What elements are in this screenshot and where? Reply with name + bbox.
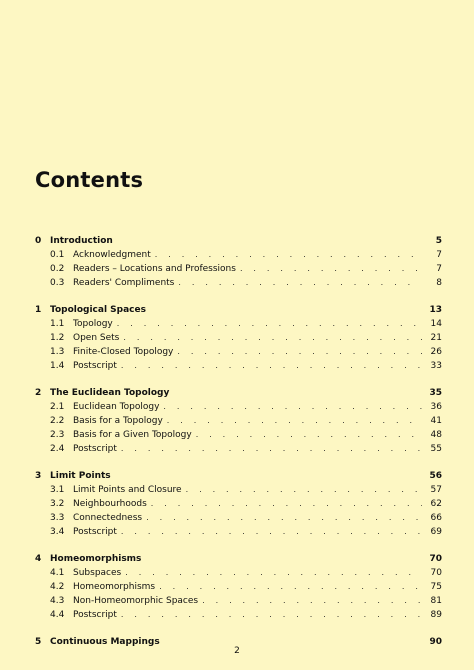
dot-leader bbox=[123, 331, 422, 345]
dot-leader bbox=[159, 580, 422, 594]
toc-chapter bbox=[35, 386, 442, 456]
dot-leader bbox=[117, 317, 422, 331]
dot-leader bbox=[186, 483, 422, 497]
section-page: 48 bbox=[430, 430, 442, 440]
section-page: 21 bbox=[430, 333, 442, 343]
section-page: 33 bbox=[430, 361, 442, 371]
chapter-title: The Euclidean Topology bbox=[50, 388, 170, 398]
section-page: 69 bbox=[430, 527, 442, 537]
toc-section-entry[interactable] bbox=[35, 262, 442, 276]
toc-chapter-entry[interactable] bbox=[35, 469, 442, 483]
toc-section-entry[interactable] bbox=[35, 331, 442, 345]
chapter-page: 70 bbox=[429, 554, 442, 564]
section-number: 4.4 bbox=[50, 610, 65, 620]
section-title: Basis for a Topology bbox=[73, 416, 163, 426]
section-number: 3.3 bbox=[50, 513, 65, 523]
section-title: Acknowledgment bbox=[73, 250, 151, 260]
chapter-title: Homeomorphisms bbox=[50, 554, 142, 564]
section-page: 14 bbox=[430, 319, 442, 329]
dot-leader bbox=[125, 566, 422, 580]
dot-leader bbox=[155, 248, 422, 262]
dot-leader bbox=[121, 359, 422, 373]
section-number: 1.3 bbox=[50, 347, 65, 357]
chapter-title: Limit Points bbox=[50, 471, 111, 481]
chapter-page: 13 bbox=[429, 305, 442, 315]
chapter-page: 90 bbox=[429, 637, 442, 647]
section-title: Postscript bbox=[73, 527, 117, 537]
section-title: Connectedness bbox=[73, 513, 143, 523]
table-of-contents bbox=[35, 234, 442, 662]
chapter-page: 5 bbox=[435, 236, 442, 246]
section-number: 2.4 bbox=[50, 444, 65, 454]
section-title: Non-Homeomorphic Spaces bbox=[73, 596, 199, 606]
section-number: 4.2 bbox=[50, 582, 65, 592]
section-number: 3.4 bbox=[50, 527, 65, 537]
section-title: Neighbourhoods bbox=[73, 499, 147, 509]
toc-chapter bbox=[35, 552, 442, 622]
section-page: 75 bbox=[430, 582, 442, 592]
toc-chapter-entry[interactable] bbox=[35, 234, 442, 248]
section-page: 7 bbox=[436, 250, 442, 260]
section-page: 70 bbox=[430, 568, 442, 578]
toc-section-entry[interactable] bbox=[35, 483, 442, 497]
section-page: 55 bbox=[430, 444, 442, 454]
chapter-number: 1 bbox=[35, 305, 42, 315]
dot-leader bbox=[121, 525, 422, 539]
dot-leader bbox=[196, 428, 422, 442]
chapter-title: Continuous Mappings bbox=[50, 637, 160, 647]
section-number: 0.2 bbox=[50, 264, 65, 274]
section-page: 62 bbox=[430, 499, 442, 509]
dot-leader bbox=[121, 442, 422, 456]
toc-chapter-entry[interactable] bbox=[35, 386, 442, 400]
section-title: Finite-Closed Topology bbox=[73, 347, 174, 357]
toc-section-entry[interactable] bbox=[35, 317, 442, 331]
section-page: 57 bbox=[430, 485, 442, 495]
section-title: Euclidean Topology bbox=[73, 402, 160, 412]
toc-chapter bbox=[35, 234, 442, 290]
toc-section-entry[interactable] bbox=[35, 525, 442, 539]
toc-section-entry[interactable] bbox=[35, 594, 442, 608]
toc-section-entry[interactable] bbox=[35, 511, 442, 525]
section-title: Basis for a Given Topology bbox=[73, 430, 192, 440]
page-number: 2 bbox=[234, 646, 240, 656]
section-number: 1.4 bbox=[50, 361, 65, 371]
toc-section-entry[interactable] bbox=[35, 608, 442, 622]
dot-leader bbox=[177, 345, 422, 359]
toc-section-entry[interactable] bbox=[35, 442, 442, 456]
section-page: 36 bbox=[430, 402, 442, 412]
section-title: Postscript bbox=[73, 610, 117, 620]
chapter-title: Introduction bbox=[50, 236, 113, 246]
section-number: 3.1 bbox=[50, 485, 65, 495]
section-number: 2.1 bbox=[50, 402, 65, 412]
section-page: 8 bbox=[436, 278, 442, 288]
chapter-page: 35 bbox=[429, 388, 442, 398]
section-title: Topology bbox=[73, 319, 113, 329]
chapter-number: 2 bbox=[35, 388, 42, 398]
dot-leader bbox=[240, 262, 422, 276]
toc-chapter-entry[interactable] bbox=[35, 552, 442, 566]
toc-section-entry[interactable] bbox=[35, 580, 442, 594]
toc-chapter-entry[interactable] bbox=[35, 303, 442, 317]
section-number: 4.3 bbox=[50, 596, 65, 606]
section-title: Open Sets bbox=[73, 333, 120, 343]
dot-leader bbox=[202, 594, 422, 608]
toc-section-entry[interactable] bbox=[35, 497, 442, 511]
page-title: Contents bbox=[35, 168, 144, 192]
toc-section-entry[interactable] bbox=[35, 400, 442, 414]
section-title: Postscript bbox=[73, 361, 117, 371]
section-number: 2.3 bbox=[50, 430, 65, 440]
toc-section-entry[interactable] bbox=[35, 276, 442, 290]
section-title: Subspaces bbox=[73, 568, 122, 578]
section-number: 3.2 bbox=[50, 499, 65, 509]
dot-leader bbox=[163, 400, 422, 414]
section-number: 1.1 bbox=[50, 319, 65, 329]
section-title: Readers – Locations and Professions bbox=[73, 264, 236, 274]
toc-chapter bbox=[35, 469, 442, 539]
toc-section-entry[interactable] bbox=[35, 414, 442, 428]
section-title: Readers' Compliments bbox=[73, 278, 175, 288]
chapter-number: 3 bbox=[35, 471, 42, 481]
section-page: 81 bbox=[430, 596, 442, 606]
toc-section-entry[interactable] bbox=[35, 566, 442, 580]
toc-section-entry[interactable] bbox=[35, 345, 442, 359]
chapter-page: 56 bbox=[429, 471, 442, 481]
chapter-number: 4 bbox=[35, 554, 42, 564]
section-page: 89 bbox=[430, 610, 442, 620]
toc-chapter bbox=[35, 303, 442, 373]
dot-leader bbox=[146, 511, 422, 525]
toc-section-entry[interactable] bbox=[35, 359, 442, 373]
section-number: 4.1 bbox=[50, 568, 65, 578]
chapter-title: Topological Spaces bbox=[50, 305, 146, 315]
section-title: Postscript bbox=[73, 444, 117, 454]
section-number: 1.2 bbox=[50, 333, 65, 343]
section-page: 26 bbox=[430, 347, 442, 357]
toc-section-entry[interactable] bbox=[35, 248, 442, 262]
section-page: 7 bbox=[436, 264, 442, 274]
section-title: Homeomorphisms bbox=[73, 582, 156, 592]
dot-leader bbox=[167, 414, 422, 428]
chapter-number: 5 bbox=[35, 637, 42, 647]
dot-leader bbox=[178, 276, 422, 290]
section-number: 0.3 bbox=[50, 278, 65, 288]
section-page: 66 bbox=[430, 513, 442, 523]
section-page: 41 bbox=[430, 416, 442, 426]
section-number: 2.2 bbox=[50, 416, 65, 426]
dot-leader bbox=[151, 497, 422, 511]
chapter-number: 0 bbox=[35, 236, 42, 246]
toc-section-entry[interactable] bbox=[35, 428, 442, 442]
dot-leader bbox=[121, 608, 422, 622]
section-number: 0.1 bbox=[50, 250, 65, 260]
section-title: Limit Points and Closure bbox=[73, 485, 182, 495]
